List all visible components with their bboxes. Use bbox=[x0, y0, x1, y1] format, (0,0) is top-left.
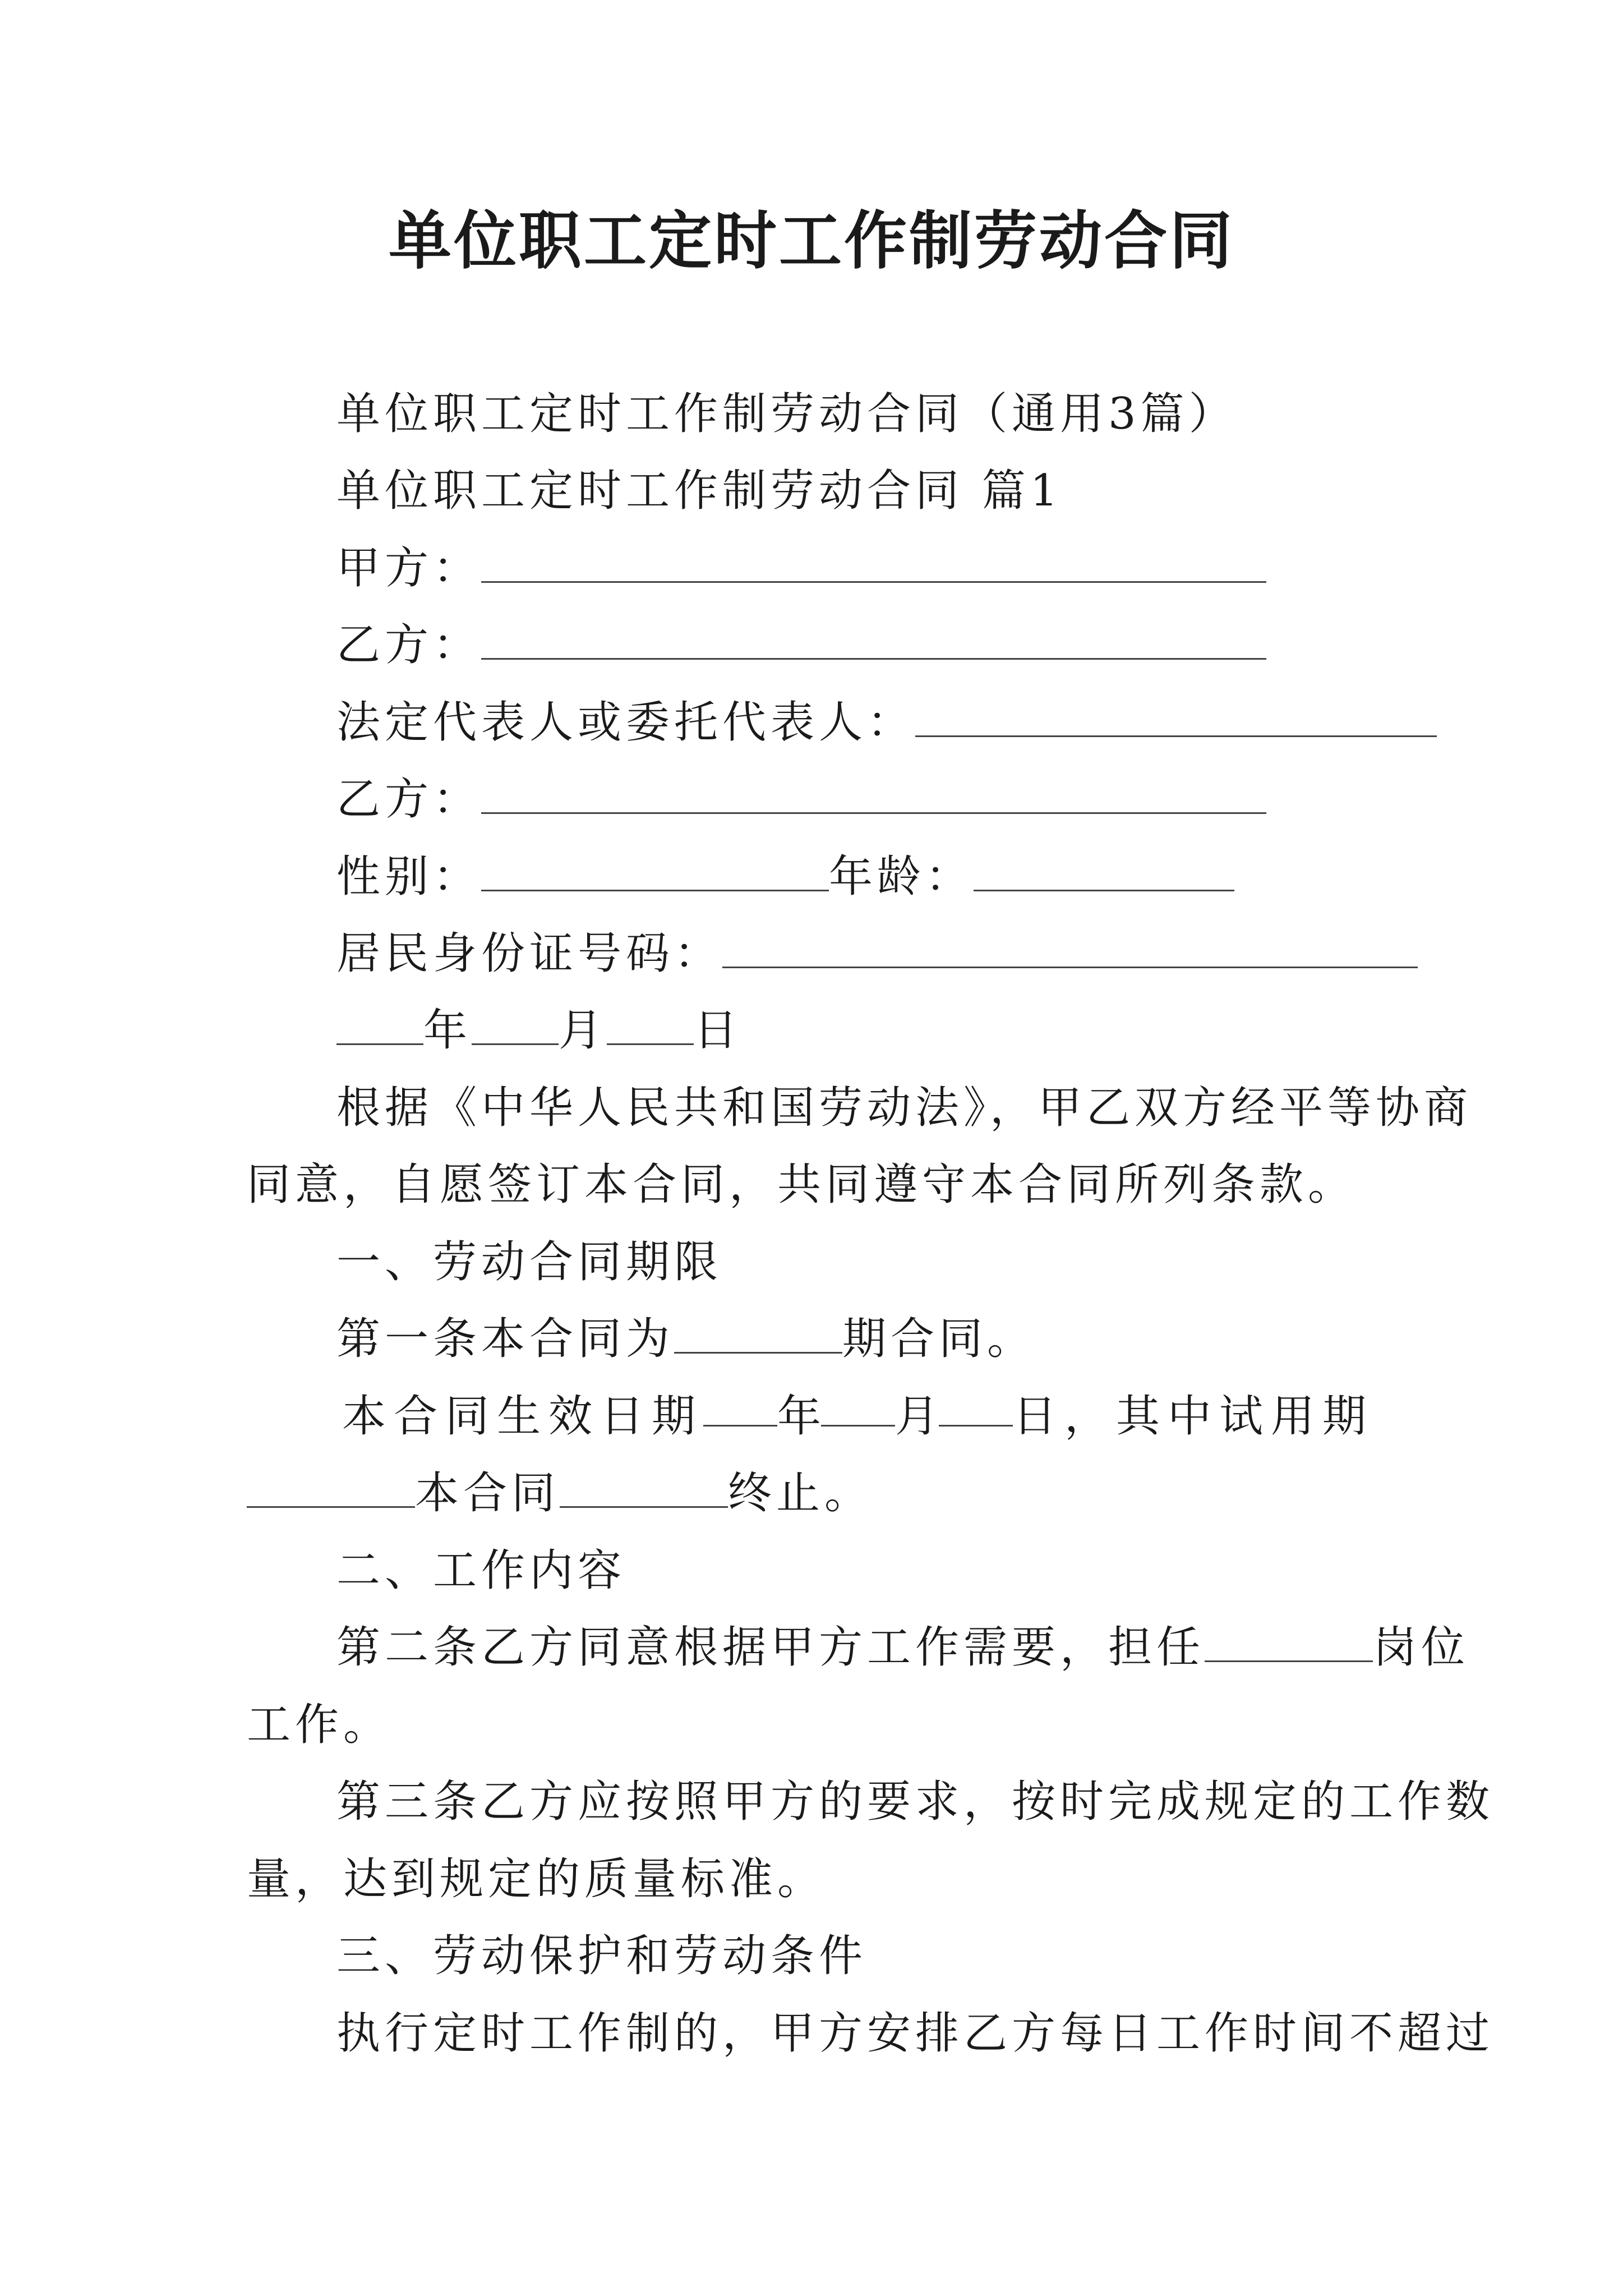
party-b-blank bbox=[481, 619, 1266, 660]
eff-month-blank bbox=[821, 1386, 895, 1427]
article-1-end: 期合同。 bbox=[842, 1314, 1036, 1364]
effective-date-text: 本合同生效日期 bbox=[342, 1391, 704, 1442]
party-a-label: 甲方： bbox=[336, 543, 482, 593]
end-date-blank bbox=[560, 1467, 728, 1508]
article-2-text: 第二条乙方同意根据甲方工作需要，担任 bbox=[336, 1622, 1205, 1673]
id-label: 居民身份证号码： bbox=[336, 928, 723, 979]
intro-line-1: 根据《中华人民共和国劳动法》，甲乙双方经平等协商 bbox=[336, 1083, 1473, 1133]
article-2-line-2: 工作。 bbox=[247, 1700, 392, 1750]
legal-rep-blank bbox=[915, 696, 1437, 737]
party-a-row bbox=[336, 537, 1266, 599]
document-title: 单位职工定时工作制劳动合同 bbox=[389, 205, 1234, 278]
party-b-label: 乙方： bbox=[336, 620, 482, 670]
heading-labor-protection: 三、劳动保护和劳动条件 bbox=[336, 1931, 868, 1981]
id-row bbox=[336, 923, 1418, 984]
age-blank bbox=[974, 850, 1234, 891]
year-blank bbox=[336, 1004, 423, 1045]
date-year-label: 年 bbox=[423, 1005, 472, 1056]
eff-day-rest: 日，其中试用期 bbox=[1013, 1391, 1375, 1442]
party-b-blank-2 bbox=[481, 773, 1266, 814]
heading-work-content: 二、工作内容 bbox=[336, 1545, 626, 1596]
party-b-row-2 bbox=[336, 769, 1266, 830]
article-1-text: 第一条本合同为 bbox=[336, 1314, 675, 1364]
gender-label: 性别： bbox=[336, 852, 482, 902]
date-day-label: 日 bbox=[694, 1005, 743, 1056]
article-3-line-2: 量，达到规定的质量标准。 bbox=[247, 1854, 826, 1904]
contract-type-blank bbox=[674, 1313, 842, 1354]
legal-rep-label: 法定代表人或委托代表人： bbox=[336, 697, 916, 748]
party-b-label-2: 乙方： bbox=[336, 774, 482, 825]
id-blank bbox=[722, 927, 1418, 968]
party-a-blank bbox=[481, 542, 1266, 583]
eff-year-label: 年 bbox=[777, 1391, 822, 1442]
article-3-line-1: 第三条乙方应按照甲方的要求，按时完成规定的工作数 bbox=[336, 1777, 1495, 1827]
eff2-end: 终止。 bbox=[728, 1468, 873, 1519]
gender-blank bbox=[481, 850, 829, 891]
month-blank bbox=[472, 1004, 559, 1045]
gender-age-row bbox=[336, 846, 1234, 908]
effective-date-row-2 bbox=[247, 1462, 873, 1524]
party-b-row bbox=[336, 614, 1266, 676]
intro-line-2: 同意，自愿签订本合同，共同遵守本合同所列条款。 bbox=[247, 1159, 1357, 1210]
section-heading: 单位职工定时工作制劳动合同 篇1 bbox=[336, 466, 1063, 516]
day-blank bbox=[607, 1004, 694, 1045]
legal-rep-row bbox=[336, 692, 1437, 753]
article-1-row bbox=[336, 1308, 1035, 1370]
effective-date-row bbox=[342, 1386, 1374, 1447]
article-2-line-1 bbox=[336, 1617, 1469, 1678]
eff-month-label: 月 bbox=[895, 1391, 939, 1442]
eff-day-blank bbox=[939, 1386, 1013, 1427]
article-2-post: 岗位 bbox=[1373, 1622, 1470, 1673]
date-row bbox=[336, 1000, 742, 1061]
probation-blank bbox=[247, 1467, 415, 1508]
age-label: 年龄： bbox=[829, 852, 974, 902]
working-hours-line: 执行定时工作制的，甲方安排乙方每日工作时间不超过 bbox=[336, 2008, 1495, 2059]
eff-year-blank bbox=[703, 1386, 777, 1427]
position-blank bbox=[1205, 1621, 1373, 1662]
document-subtitle: 单位职工定时工作制劳动合同（通用3篇） bbox=[336, 389, 1237, 439]
eff2-text: 本合同 bbox=[415, 1468, 560, 1519]
heading-term: 一、劳动合同期限 bbox=[336, 1237, 723, 1287]
date-month-label: 月 bbox=[559, 1005, 607, 1056]
